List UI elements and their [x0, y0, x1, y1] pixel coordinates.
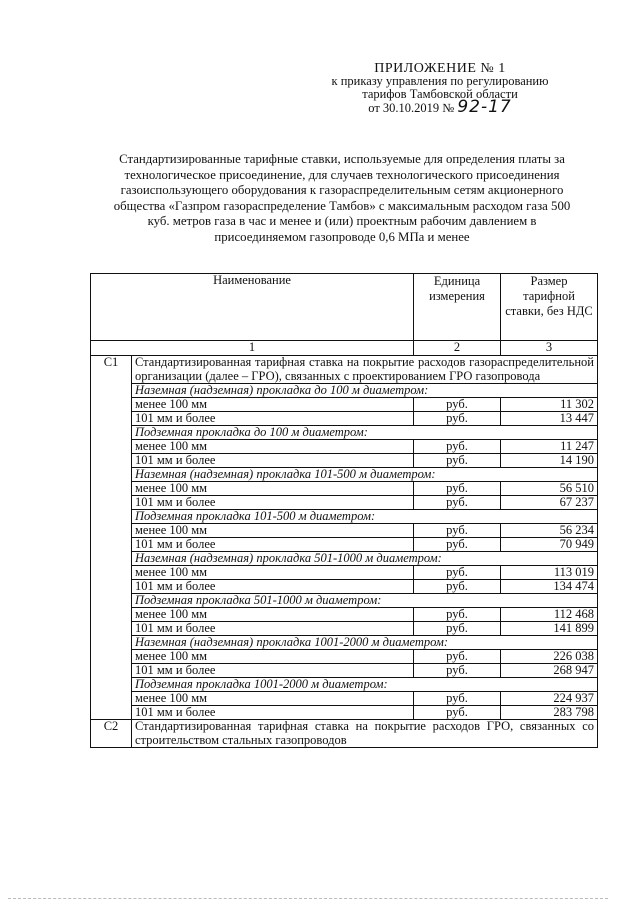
table-row	[91, 496, 598, 510]
unit-cell: руб.	[414, 706, 501, 720]
section-title: Подземная прокладка 101-500 м диаметром:	[132, 510, 598, 524]
diameter-cell: менее 100 мм	[132, 650, 414, 664]
unit-cell: руб.	[414, 566, 501, 580]
table-row	[91, 398, 598, 412]
c2-code: С2	[91, 720, 132, 748]
diameter-cell: менее 100 мм	[132, 440, 414, 454]
section-title: Подземная прокладка 501-1000 м диаметром:	[132, 594, 598, 608]
rate-value-cell: 11 302	[501, 398, 598, 412]
diameter-cell: менее 100 мм	[132, 608, 414, 622]
unit-cell: руб.	[414, 538, 501, 552]
diameter-cell: 101 мм и более	[132, 706, 414, 720]
section-title: Подземная прокладка до 100 м диаметром:	[132, 426, 598, 440]
diameter-cell: менее 100 мм	[132, 566, 414, 580]
c2-description: Стандартизированная тарифная ставка на покрытие расходов ГРО, связанных со строительством стальных газопроводов	[132, 720, 598, 748]
section-row	[91, 678, 598, 692]
diameter-cell: менее 100 мм	[132, 398, 414, 412]
rate-value-cell: 67 237	[501, 496, 598, 510]
unit-cell: руб.	[414, 692, 501, 706]
section-row	[91, 426, 598, 440]
unit-cell: руб.	[414, 580, 501, 594]
diameter-cell: 101 мм и более	[132, 412, 414, 426]
section-title: Наземная (надземная) прокладка 501-1000 м диаметром:	[132, 552, 598, 566]
diameter-cell: 101 мм и более	[132, 454, 414, 468]
diameter-cell: 101 мм и более	[132, 496, 414, 510]
column-number-row	[91, 341, 598, 356]
unit-cell: руб.	[414, 454, 501, 468]
section-row	[91, 384, 598, 398]
c1-description-row	[91, 356, 598, 384]
diameter-cell: 101 мм и более	[132, 622, 414, 636]
c2-description-row	[91, 720, 598, 748]
column-number-1: 1	[91, 341, 414, 356]
c1-code: С1	[91, 356, 132, 720]
section-row	[91, 552, 598, 566]
c1-description: Стандартизированная тарифная ставка на покрытие расходов газораспределительной организации (далее – ГРО), связанных с проектированием ГРО газопровода	[132, 356, 598, 384]
header-name: Наименование	[91, 274, 414, 341]
table-row	[91, 454, 598, 468]
section-row	[91, 510, 598, 524]
rate-value-cell: 283 798	[501, 706, 598, 720]
table-row	[91, 608, 598, 622]
rate-value-cell: 56 234	[501, 524, 598, 538]
diameter-cell: менее 100 мм	[132, 482, 414, 496]
c1-group	[91, 356, 598, 720]
table-row	[91, 524, 598, 538]
unit-cell: руб.	[414, 412, 501, 426]
order-date: от 30.10.2019 №	[368, 101, 455, 115]
section-row	[91, 594, 598, 608]
unit-cell: руб.	[414, 398, 501, 412]
c2-group	[91, 720, 598, 748]
header-unit: Единица измерения	[414, 274, 501, 341]
unit-cell: руб.	[414, 496, 501, 510]
table-row	[91, 538, 598, 552]
table-row	[91, 650, 598, 664]
rate-value-cell: 141 899	[501, 622, 598, 636]
rate-value-cell: 226 038	[501, 650, 598, 664]
unit-cell: руб.	[414, 440, 501, 454]
column-number-3: 3	[501, 341, 598, 356]
rate-value-cell: 14 190	[501, 454, 598, 468]
rate-value-cell: 113 019	[501, 566, 598, 580]
diameter-cell: менее 100 мм	[132, 524, 414, 538]
section-row	[91, 468, 598, 482]
table-row	[91, 566, 598, 580]
section-title: Наземная (надземная) прокладка до 100 м диаметром:	[132, 384, 598, 398]
rate-value-cell: 112 468	[501, 608, 598, 622]
rate-value-cell: 13 447	[501, 412, 598, 426]
rate-value-cell: 70 949	[501, 538, 598, 552]
diameter-cell: 101 мм и более	[132, 580, 414, 594]
diameter-cell: 101 мм и более	[132, 538, 414, 552]
table-row	[91, 412, 598, 426]
order-reference-line-2: тарифов Тамбовской области	[362, 87, 518, 101]
order-number-handwritten: 92-17	[457, 97, 512, 117]
document-subject: Стандартизированные тарифные ставки, используемые для определения платы за технологическое присоединение, для случаев технологического присоединения газоиспользующего оборудования к газораспределительным сетям акционерного общества «Газпром газораспределение Тамбов» с максимальным расходом газа 500 куб. метров газа в час и менее и (или) проектным рабочим давлением в присоединяемом газопроводе 0,6 МПа и менее	[113, 152, 571, 244]
section-title: Подземная прокладка 1001-2000 м диаметром:	[132, 678, 598, 692]
rate-value-cell: 56 510	[501, 482, 598, 496]
page-bottom-edge	[8, 898, 608, 900]
section-title: Наземная (надземная) прокладка 1001-2000 м диаметром:	[132, 636, 598, 650]
section-title: Наземная (надземная) прокладка 101-500 м диаметром:	[132, 468, 598, 482]
table-row	[91, 440, 598, 454]
order-reference-line-1: к приказу управления по регулированию	[331, 74, 549, 88]
unit-cell: руб.	[414, 608, 501, 622]
column-number-2: 2	[414, 341, 501, 356]
appendix-title: ПРИЛОЖЕНИЕ № 1	[374, 61, 506, 76]
table-row	[91, 706, 598, 720]
unit-cell: руб.	[414, 664, 501, 678]
table-row	[91, 664, 598, 678]
header-rate: Размер тарифной ставки, без НДС	[501, 274, 598, 341]
unit-cell: руб.	[414, 650, 501, 664]
unit-cell: руб.	[414, 482, 501, 496]
diameter-cell: 101 мм и более	[132, 664, 414, 678]
unit-cell: руб.	[414, 524, 501, 538]
unit-cell: руб.	[414, 622, 501, 636]
order-date-line	[300, 97, 580, 117]
table-row	[91, 692, 598, 706]
rate-value-cell: 268 947	[501, 664, 598, 678]
table-header-row	[91, 274, 598, 341]
tariff-table	[90, 273, 598, 748]
table-row	[91, 482, 598, 496]
rate-value-cell: 224 937	[501, 692, 598, 706]
section-row	[91, 636, 598, 650]
table-row	[91, 580, 598, 594]
diameter-cell: менее 100 мм	[132, 692, 414, 706]
rate-value-cell: 11 247	[501, 440, 598, 454]
appendix-header	[300, 62, 580, 115]
rate-value-cell: 134 474	[501, 580, 598, 594]
table-row	[91, 622, 598, 636]
